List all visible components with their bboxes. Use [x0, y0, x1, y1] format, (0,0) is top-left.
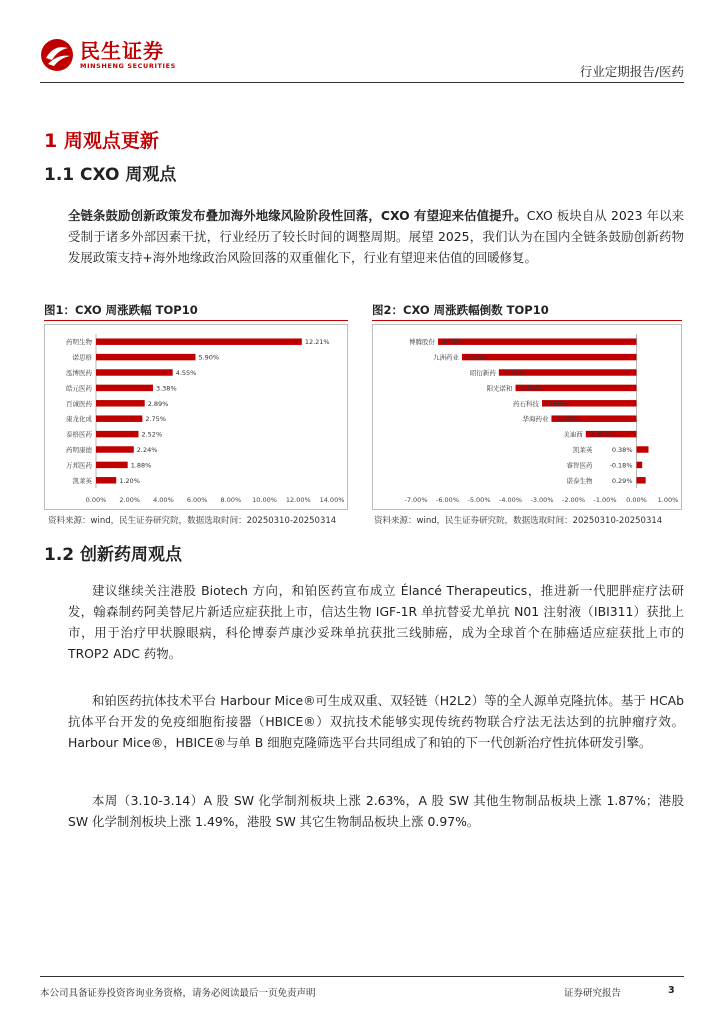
x-tick-label: 14.00%	[319, 496, 345, 504]
chart-cxo-top10	[44, 324, 348, 510]
bar	[96, 385, 153, 391]
minsheng-logo-icon	[40, 38, 74, 72]
x-tick-label: -3.00%	[530, 496, 554, 504]
innovation-paragraph-2	[68, 690, 684, 753]
figure2-title: 图2：CXO 周涨跌幅倒数 TOP10	[372, 303, 549, 317]
brand-logo	[40, 38, 176, 72]
bar	[96, 338, 302, 344]
x-tick-label: 0.00%	[626, 496, 647, 504]
bar	[637, 462, 643, 468]
x-tick-label: -5.00%	[467, 496, 491, 504]
innovation-paragraph-1	[68, 580, 684, 664]
category-label: 皓元医药	[66, 384, 92, 393]
header-divider	[40, 82, 684, 83]
bar	[462, 354, 637, 360]
value-label: 4.55%	[175, 369, 197, 377]
x-tick-label: 2.00%	[119, 496, 141, 504]
category-label: 阳光诺和	[486, 384, 513, 393]
value-label: 5.90%	[198, 353, 220, 362]
x-tick-label: -1.00%	[593, 496, 617, 504]
category-label: 药明康德	[66, 446, 92, 454]
bar	[96, 446, 134, 452]
category-label: 昭衍新药	[469, 369, 496, 377]
x-tick-label: 6.00%	[186, 496, 208, 504]
category-label: 博腾股份	[409, 338, 436, 347]
cxo-paragraph-lead: 全链条鼓励创新政策发布叠加海外地缘风险阶段性回落，CXO 有望迎来估值提升。	[68, 208, 527, 223]
value-label: -1.61%	[588, 430, 612, 439]
value-label: -2.70%	[554, 415, 578, 424]
category-label: 药明生物	[66, 338, 92, 347]
bar	[96, 477, 116, 483]
category-label: 凯莱英	[573, 446, 593, 454]
value-label: -3.00%	[545, 399, 568, 408]
bar	[96, 415, 142, 421]
value-label: -3.84%	[518, 384, 542, 393]
chart-cxo-bottom10	[372, 324, 682, 510]
innovation-paragraph-1-text: 建议继续关注港股 Biotech 方向，和铂医药宣布成立 Élancé Therapeutics，推进新一代肥胖症疗法研发，翰森制药阿美替尼片新适应症获批上市，信达生物 IGF-1R 单抗替妥尤单抗 N01 注射液（IBI311）获批上市，用于治疗甲状腺眼病，科伦博泰芦康沙妥珠单抗获批三线肺癌，成为全球首个在肺癌适应症获批上市的 TROP2 ADC 药物。	[68, 583, 684, 661]
category-label: 药石科技	[513, 399, 539, 408]
category-label: 泓博医药	[66, 369, 92, 377]
x-tick-label: 12.00%	[285, 496, 311, 504]
value-label: -5.54%	[464, 353, 488, 362]
value-label: 3.38%	[155, 384, 177, 393]
subsection-title-cxo: 1.1 CXO 周观点	[44, 165, 177, 185]
bar	[637, 477, 646, 483]
value-label: -4.37%	[501, 369, 525, 377]
figure1-title: 图1：CXO 周涨跌幅 TOP10	[44, 303, 198, 317]
category-label: 睿智医药	[566, 461, 593, 470]
x-tick-label: -2.00%	[562, 496, 585, 504]
bar	[96, 431, 138, 437]
bar	[96, 400, 145, 406]
page-number: 3	[668, 985, 675, 996]
category-label: 诺思格	[72, 353, 92, 362]
bar	[96, 369, 173, 375]
value-label: 0.29%	[611, 476, 633, 485]
value-label: 1.20%	[119, 476, 140, 485]
value-label: 1.88%	[130, 461, 152, 470]
category-label: 九洲药业	[432, 353, 459, 362]
figure1-source: 资料来源：wind，民生证券研究院，数据选取时间：20250310-20250314	[48, 516, 337, 526]
category-label: 美迪西	[563, 430, 583, 439]
x-tick-label: -7.00%	[404, 496, 428, 504]
innovation-paragraph-3	[68, 790, 684, 832]
value-label: 12.21%	[304, 338, 330, 347]
x-tick-label: 10.00%	[252, 496, 277, 504]
innovation-paragraph-2-text: 和铂医药抗体技术平台 Harbour Mice®可生成双重、双轻链（H2L2）等的全人源单克隆抗体。基于 HCAb 抗体平台开发的免疫细胞衔接器（HBICE®）双抗技术能够实现传统药物联合疗法无法达到的抗肿瘤疗效。Harbour Mice®，HBICE®与单 B 细胞克隆筛选平台共同组成了和铂的下一代创新治疗性抗体研发引擎。	[68, 693, 684, 750]
category-label: 康龙化成	[66, 415, 92, 424]
bar	[637, 446, 649, 452]
x-tick-label: -4.00%	[499, 496, 522, 504]
footer-disclaimer: 本公司具备证券投资咨询业务资格，请务必阅读最后一页免责声明	[40, 988, 316, 999]
value-label: 2.75%	[145, 415, 167, 424]
value-label: -6.30%	[441, 338, 465, 347]
bar	[96, 354, 195, 360]
x-tick-label: 0.00%	[85, 496, 107, 504]
category-label: 华海药业	[522, 415, 549, 424]
x-tick-label: 8.00%	[220, 496, 242, 504]
x-tick-label: 4.00%	[153, 496, 174, 504]
category-label: 万邦医药	[66, 461, 92, 470]
value-label: 2.24%	[136, 446, 158, 454]
category-label: 泰格医药	[66, 430, 92, 439]
innovation-paragraph-3-text: 本周（3.10-3.14）A 股 SW 化学制剂板块上涨 2.63%，A 股 SW 其他生物制品板块上涨 1.87%；港股 SW 化学制剂板块上涨 1.49%，港股 SW 其它生物制品板块上涨 0.97%。	[68, 793, 684, 829]
cxo-paragraph-body: CXO 板块自从 2023 年以来受制于诸多外部因素干扰，行业经历了较长时间的调整周期。展望 2025，我们认为在国内全链条鼓励创新药物发展政策支持+海外地缘政治风险回落的双重催化下，行业有望迎来估值的回暖修复。	[68, 208, 684, 265]
category-label: 凯莱英	[72, 476, 92, 485]
value-label: 2.52%	[141, 430, 163, 439]
figure2-rule	[372, 320, 682, 321]
footer-doc-type: 证券研究报告	[564, 988, 622, 999]
section-title: 1 周观点更新	[44, 130, 159, 152]
figure2-source: 资料来源：wind，民生证券研究院，数据选取时间：20250310-20250314	[374, 516, 663, 526]
bar	[96, 462, 128, 468]
report-type: 行业定期报告/医药	[579, 64, 684, 79]
logo-english-name: MINSHENG SECURITIES	[80, 61, 176, 70]
x-tick-label: -6.00%	[436, 496, 459, 504]
x-tick-label: 1.00%	[657, 496, 679, 504]
logo-chinese-name: 民生证券	[80, 38, 164, 63]
value-label: 0.38%	[611, 446, 633, 454]
value-label: 2.89%	[147, 399, 169, 408]
footer-divider	[40, 976, 684, 977]
category-label: 百诚医药	[66, 399, 92, 408]
cxo-paragraph	[68, 205, 684, 268]
value-label: -0.18%	[609, 461, 633, 470]
bar	[438, 338, 636, 347]
figure1-rule	[44, 320, 348, 321]
subsection-title-innovative-drugs: 1.2 创新药周观点	[44, 545, 183, 565]
category-label: 诺泰生物	[566, 476, 593, 485]
